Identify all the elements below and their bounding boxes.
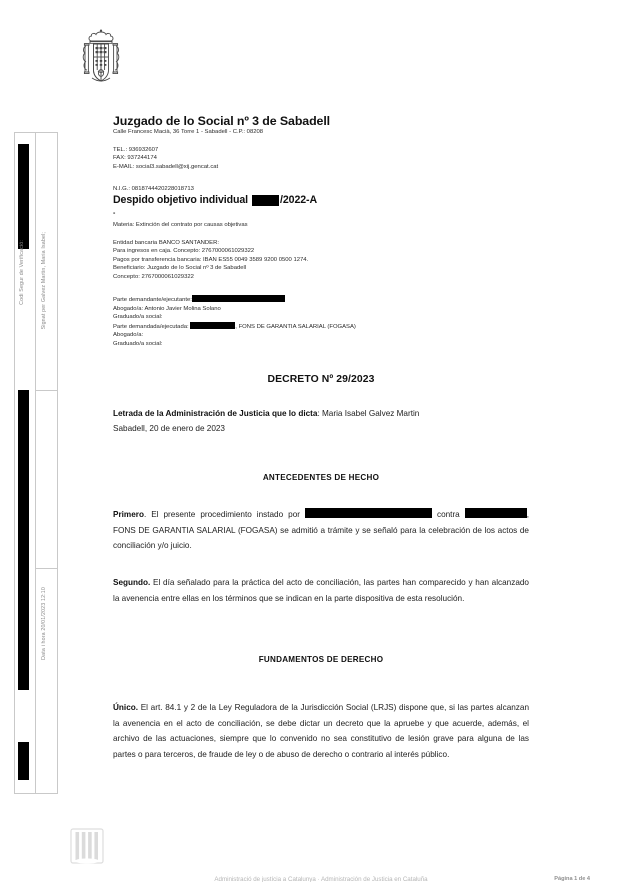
plaintiff-lawyer: Abogado/a: Antonio Javier Molina Solano — [113, 305, 221, 312]
footer-page-number: Página 1 de 4 — [554, 876, 590, 882]
nig-number: N.I.G.: 0818744420228018713 — [113, 186, 194, 192]
verification-divider-1 — [35, 390, 58, 391]
clerk-line — [113, 409, 419, 418]
segundo-label: Segundo. — [113, 578, 151, 587]
heading-antecedentes: ANTECEDENTES DE HECHO — [262, 473, 380, 482]
clerk-name: : Maria Isabel Galvez Martin — [317, 409, 420, 418]
case-title-suffix: /2022-A — [280, 194, 318, 206]
redaction-defendant-name — [190, 322, 235, 329]
bank-details-block — [113, 239, 308, 281]
redaction-primero-plaintiff — [305, 508, 432, 518]
redaction-primero-defendant — [465, 508, 527, 518]
bank-line-1: Entidad bancaria BANCO SANTANDER: — [113, 240, 219, 246]
catalonia-senyera-logo-icon — [70, 828, 104, 864]
segundo-text: El día señalado para la práctica del acto de conciliación, las partes han comparecido y han alcanzado la avenencia entre ellas en los términos que se indican en la parte dispositiva de esta resolución. — [113, 578, 529, 603]
spain-coat-of-arms-icon — [78, 28, 124, 86]
verification-divider-2 — [35, 568, 58, 569]
verification-margin — [14, 132, 58, 794]
defendant-rest: , FONS DE GARANTIA SALARIAL (FOGASA) — [235, 323, 356, 330]
primero-text-b: contra — [431, 510, 465, 519]
unico-label: Único. — [113, 703, 139, 712]
court-email: E-MAIL: social3.sabadell@xij.gencat.cat — [113, 163, 219, 170]
redaction-case-number — [252, 195, 279, 206]
redaction-bar-margin-bottom — [18, 742, 29, 780]
clerk-label: Letrada de la Administración de Justicia que lo dicta — [113, 409, 318, 418]
case-title-prefix: Despido objetivo individual — [113, 194, 249, 206]
court-tel: TEL.: 936932607 — [113, 147, 159, 153]
bank-line-4: Beneficiario: Juzgado de lo Social nº 3 de Sabadell — [113, 265, 247, 272]
redaction-plaintiff-name — [192, 295, 285, 302]
paragraph-unico — [113, 700, 529, 762]
bank-line-2: Para ingresos en caja. Concepto: 2767000061029322 — [113, 248, 255, 255]
redaction-bar-margin-top — [18, 144, 29, 249]
bank-line-5: Concepto: 2767000061029322 — [113, 273, 194, 280]
decree-title: DECRETO Nº 29/2023 — [267, 374, 375, 385]
defendant-graduate: Graduado/a social: — [113, 340, 163, 347]
court-contact-block — [113, 146, 218, 171]
heading-fundamentos: FUNDAMENTOS DE DERECHO — [258, 655, 384, 664]
court-fax: FAX: 937244174 — [113, 155, 157, 162]
signed-by-text: Signat per Galvez Martin, Maria Isabel; — [41, 232, 47, 330]
verification-datetime: Data i hora 20/01/2023 12:10 — [41, 587, 47, 660]
defendant-label: Parte demandada/ejecutada: — [113, 323, 189, 330]
primero-label: Primero — [113, 510, 144, 519]
unico-text: El art. 84.1 y 2 de la Ley Reguladora de la Jurisdicción Social (LRJS) dispone que, si las partes alcanzan la avenencia en el acto de conciliación, se debe dictar un decreto que la apruebe y que acuerde, además, el archivo de las actuaciones, siempre que lo convenido no sea constitutivo de lesión grave para alguna de las partes o para terceros, de fraude de ley o de abuso de derecho o contrario al interés público. — [113, 703, 529, 759]
decree-place-date: Sabadell, 20 de enero de 2023 — [113, 424, 225, 433]
defendant-row — [113, 322, 356, 332]
paragraph-primero — [113, 507, 529, 554]
plaintiff-label: Parte demandante/ejecutante: — [113, 297, 192, 303]
case-subject: Materia: Extinción del contrato por causas objetivas — [113, 222, 248, 228]
plaintiff-graduate: Graduado/a social: — [113, 314, 163, 321]
bank-line-3: Pagos por transferencia bancaria: IBAN ES55 0049 3589 9200 0500 1274. — [113, 256, 309, 263]
footer-administration-text: Administració de justícia a Catalunya · Administración de Justicia en Cataluña — [214, 876, 428, 882]
plaintiff-row — [113, 295, 356, 305]
primero-text-a: . El presente procedimiento instado por — [143, 510, 305, 519]
paragraph-segundo — [113, 575, 529, 606]
redaction-bar-margin-middle — [18, 390, 29, 690]
parties-block — [113, 295, 356, 349]
title-dash: - — [113, 210, 116, 217]
defendant-lawyer: Abogado/a: — [113, 332, 144, 339]
csv-label: Codi Segur de Verificació: — [19, 240, 25, 305]
court-address: Calle Francesc Macià, 36 Torre 1 - Sabadell - C.P.: 08208 — [113, 129, 264, 135]
primero-text-c: , FONS DE GARANTIA SALARIAL (FOGASA) se admitió a trámite y se señaló para la celebración de los actos de conciliación y/o juicio. — [113, 510, 530, 551]
case-title — [113, 194, 317, 206]
court-name: Juzgado de lo Social nº 3 de Sabadell — [113, 114, 331, 128]
